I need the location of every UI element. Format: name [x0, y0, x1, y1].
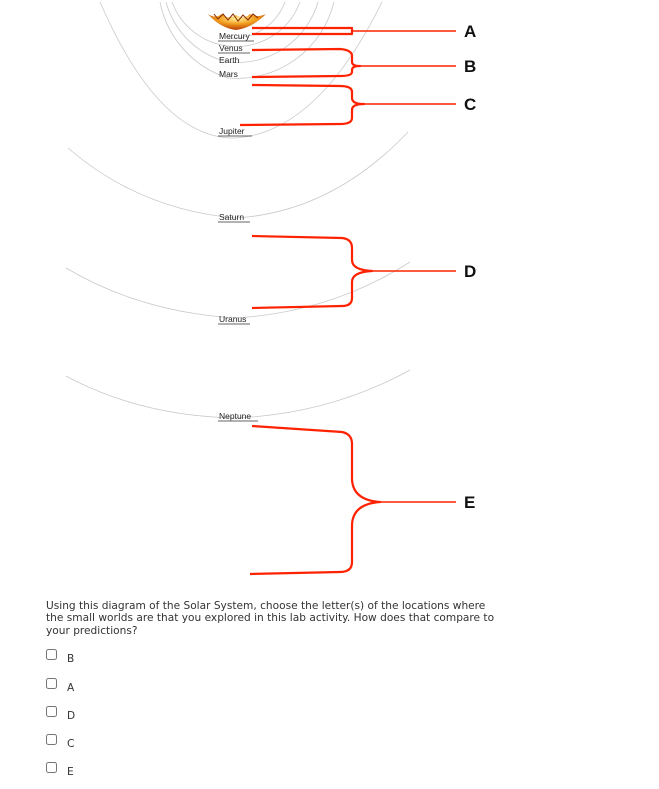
letter-e: E — [464, 493, 476, 512]
planet-label-saturn: Saturn — [219, 212, 245, 222]
question-text: Using this diagram of the Solar System, choose the letter(s) of the locations where the small worlds are that you explored in this lab activity. How does that compare to your predictions? — [46, 600, 495, 637]
option-b[interactable] — [46, 646, 75, 665]
letter-c: C — [464, 95, 477, 114]
option-e[interactable] — [46, 759, 74, 778]
planet-label-mars: Mars — [219, 69, 238, 79]
planet-label-neptune: Neptune — [219, 411, 252, 421]
option-label-e: E — [67, 766, 74, 778]
option-label-c: C — [67, 738, 75, 750]
letter-b: B — [464, 57, 477, 76]
checkbox-d[interactable] — [46, 706, 57, 717]
region-a-marker — [252, 28, 456, 34]
region-letters — [464, 22, 476, 512]
region-b-bracket — [252, 49, 456, 77]
planet-label-uranus: Uranus — [219, 314, 247, 324]
planet-labels — [218, 31, 258, 421]
checkbox-e[interactable] — [46, 762, 57, 773]
letter-d: D — [464, 262, 477, 281]
option-label-b: B — [67, 653, 75, 665]
planet-label-mercury: Mercury — [219, 31, 250, 41]
letter-a: A — [464, 22, 477, 41]
checkbox-b[interactable] — [46, 649, 57, 660]
checkbox-c[interactable] — [46, 734, 57, 745]
option-label-a: A — [67, 682, 75, 694]
planet-label-earth: Earth — [219, 55, 240, 65]
planet-label-venus: Venus — [219, 43, 243, 53]
option-d[interactable] — [46, 703, 76, 722]
region-d-bracket — [252, 236, 456, 308]
region-c-bracket — [240, 85, 456, 125]
outer-orbits — [66, 132, 410, 418]
checkbox-a[interactable] — [46, 678, 57, 689]
option-label-d: D — [67, 710, 76, 722]
planet-label-jupiter: Jupiter — [219, 126, 245, 136]
option-a[interactable] — [46, 675, 75, 694]
option-c[interactable] — [46, 731, 75, 750]
region-e-bracket — [250, 426, 456, 574]
